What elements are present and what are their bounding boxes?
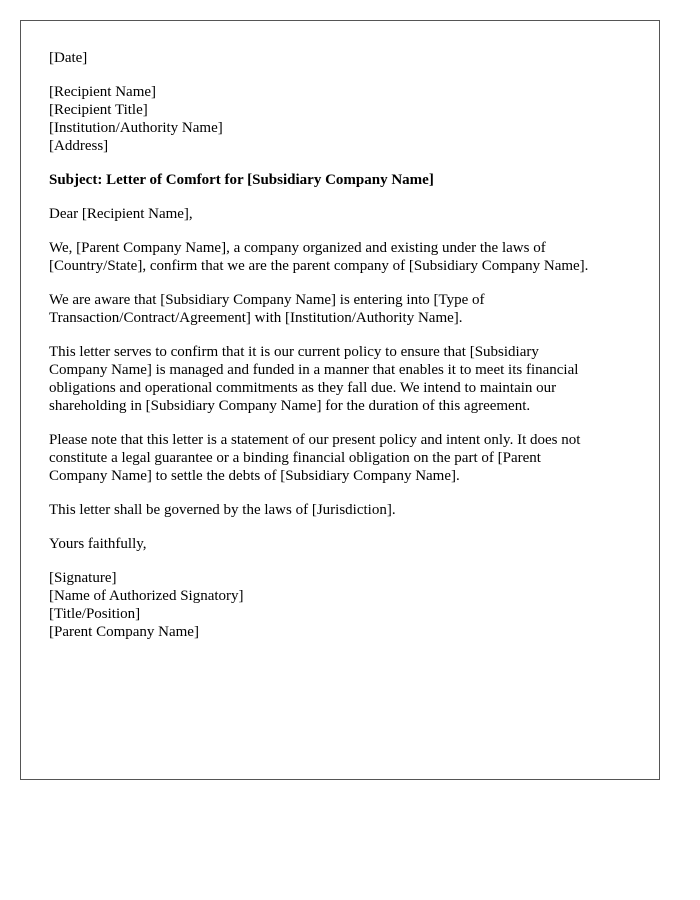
- subject-line: [49, 171, 631, 189]
- signature: [Signature]: [49, 570, 117, 586]
- closing-text: Yours faithfully,: [49, 536, 147, 552]
- paragraph-line: We are aware that [Subsidiary Company Name] is entering into [Type of: [49, 292, 485, 308]
- letter-page: [20, 20, 660, 780]
- body-paragraph-4: [49, 431, 631, 485]
- signatory-title: [Title/Position]: [49, 606, 141, 622]
- subject-text: Subject: Letter of Comfort for [Subsidiary Company Name]: [49, 172, 434, 188]
- body-paragraph-3: [49, 343, 631, 415]
- recipient-block: [49, 83, 631, 155]
- salutation: [49, 205, 631, 223]
- paragraph-line: constitute a legal guarantee or a binding financial obligation on the part of [Parent: [49, 450, 541, 466]
- signatory-name: [Name of Authorized Signatory]: [49, 588, 244, 604]
- salutation-text: Dear [Recipient Name],: [49, 206, 193, 222]
- recipient-title: [Recipient Title]: [49, 102, 148, 118]
- recipient-institution: [Institution/Authority Name]: [49, 120, 223, 136]
- body-paragraph-5: [49, 501, 631, 519]
- body-paragraph-2: [49, 291, 631, 327]
- recipient-address: [Address]: [49, 138, 109, 154]
- body-paragraph-1: [49, 239, 631, 275]
- paragraph-line: [Country/State], confirm that we are the parent company of [Subsidiary Company Name].: [49, 258, 589, 274]
- signature-block: [49, 569, 631, 641]
- paragraph-line: This letter shall be governed by the laws of [Jurisdiction].: [49, 502, 396, 518]
- paragraph-line: We, [Parent Company Name], a company organized and existing under the laws of: [49, 240, 546, 256]
- closing: [49, 535, 631, 553]
- paragraph-line: Company Name] to settle the debts of [Subsidiary Company Name].: [49, 468, 460, 484]
- paragraph-line: obligations and operational commitments as they fall due. We intend to maintain our: [49, 380, 557, 396]
- date-text: [Date]: [49, 50, 88, 66]
- parent-company-name: [Parent Company Name]: [49, 624, 199, 640]
- paragraph-line: shareholding in [Subsidiary Company Name] for the duration of this agreement.: [49, 398, 531, 414]
- date: [49, 49, 631, 67]
- paragraph-line: Transaction/Contract/Agreement] with [Institution/Authority Name].: [49, 310, 463, 326]
- paragraph-line: Please note that this letter is a statement of our present policy and intent only. It does not: [49, 432, 581, 448]
- paragraph-line: Company Name] is managed and funded in a manner that enables it to meet its financial: [49, 362, 579, 378]
- paragraph-line: This letter serves to confirm that it is our current policy to ensure that [Subsidiary: [49, 344, 539, 360]
- recipient-name: [Recipient Name]: [49, 84, 157, 100]
